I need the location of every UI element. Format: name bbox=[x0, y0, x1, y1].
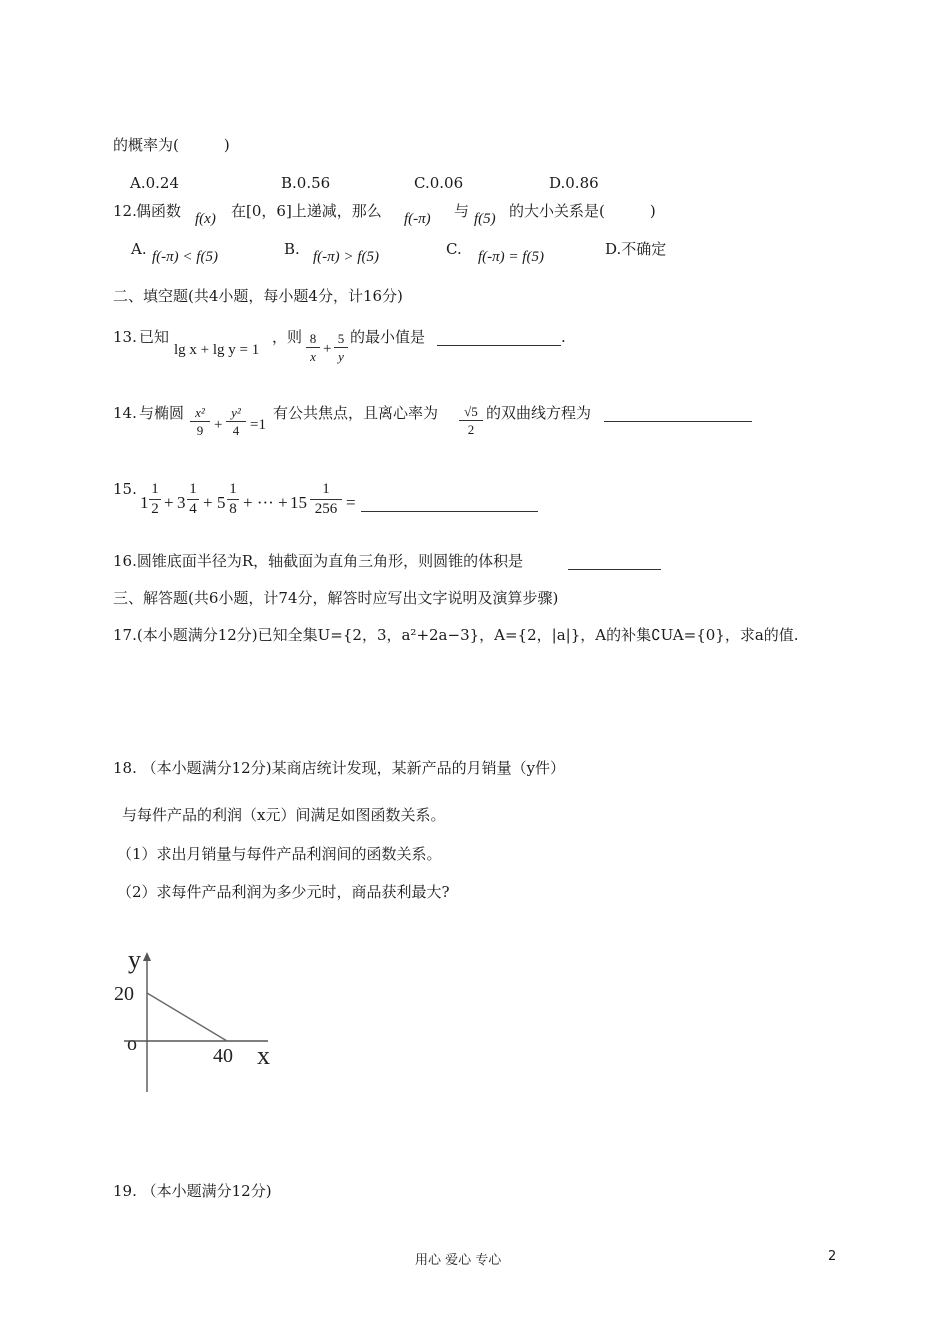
q18-part-2: （2）求每件产品利润为多少元时，商品获利最大? bbox=[117, 883, 450, 901]
q15-t3-denominator: 8 bbox=[229, 501, 237, 517]
origin-label: o bbox=[127, 1033, 137, 1055]
q14-ec-numerator: √5 bbox=[464, 404, 478, 419]
q13-answer-blank bbox=[437, 344, 561, 346]
q13-fraction-2 bbox=[334, 331, 348, 364]
q18-part-1: （1）求出月销量与每件产品利润间的函数关系。 bbox=[117, 845, 442, 863]
q12-option-a-label: A. bbox=[131, 240, 147, 258]
q13-f2-numerator: 5 bbox=[337, 331, 345, 346]
q15-equals: = bbox=[346, 493, 356, 512]
q11-option-b: B.0.56 bbox=[281, 174, 331, 192]
q16-answer-blank bbox=[568, 568, 661, 570]
function-line bbox=[147, 993, 227, 1041]
q13-text-1: 已知 bbox=[139, 328, 170, 346]
q14-ellipse-term-2 bbox=[226, 405, 246, 438]
q12-text-3: 与 bbox=[454, 202, 470, 220]
q15-plus-1: + bbox=[164, 493, 174, 512]
q13-condition: lg x + lg y = 1 bbox=[174, 342, 260, 358]
q11-option-c: C.0.06 bbox=[414, 174, 464, 192]
q14-text-2: 有公共焦点，且离心率为 bbox=[273, 404, 439, 422]
q15-t1-denominator: 2 bbox=[151, 501, 159, 517]
q12-option-a: f(-π) < f(5) bbox=[152, 249, 218, 265]
y-axis-arrow-icon bbox=[143, 952, 151, 961]
x-axis-label: x bbox=[257, 1041, 270, 1070]
q15-t2-numerator: 1 bbox=[189, 481, 197, 497]
q13-f1-denominator: x bbox=[310, 349, 316, 364]
q15-term-2-fraction bbox=[187, 481, 199, 518]
y-intercept-label: 20 bbox=[114, 983, 134, 1005]
q14-e2-denominator: 4 bbox=[232, 423, 240, 438]
page-number: 2 bbox=[828, 1249, 837, 1264]
q18-graph bbox=[110, 940, 290, 1100]
q12-option-c-label: C. bbox=[446, 240, 462, 258]
q14-e2-numerator: y² bbox=[231, 405, 241, 420]
q14-text-1: 与椭圆 bbox=[139, 404, 185, 422]
q14-e1-denominator: 9 bbox=[196, 423, 204, 438]
q15-answer-blank bbox=[361, 510, 538, 512]
q18-line-2: 与每件产品的利润（x元）间满足如图函数关系。 bbox=[122, 806, 446, 824]
q12-text-2: 在[0，6]上递减，那么 bbox=[231, 202, 382, 220]
footer-text: 用心 爱心 专心 bbox=[415, 1253, 502, 1268]
q13-text-2: ，则 bbox=[272, 328, 303, 346]
q12-text-4: 的大小关系是( ) bbox=[509, 202, 656, 220]
q14-equals-one: =1 bbox=[250, 417, 266, 433]
q15-term-3-whole: 5 bbox=[217, 493, 226, 512]
q12-f-neg-pi: f(-π) bbox=[404, 211, 431, 227]
q14-answer-blank bbox=[604, 420, 752, 422]
section-3-heading: 三、解答题(共6小题，计74分，解答时应写出文字说明及演算步骤) bbox=[113, 589, 559, 607]
q15-t1-numerator: 1 bbox=[151, 481, 159, 497]
q13-number: 13. bbox=[113, 328, 137, 346]
x-intercept-label: 40 bbox=[213, 1045, 233, 1067]
q11-text: 的概率为( ) bbox=[113, 136, 230, 154]
q13-end: . bbox=[561, 328, 566, 346]
q19-text: 19. （本小题满分12分) bbox=[113, 1182, 272, 1200]
q18-line-1: 18. （本小题满分12分)某商店统计发现，某新产品的月销量（y件） bbox=[113, 759, 566, 777]
q14-e1-numerator: x² bbox=[195, 405, 205, 420]
q12-option-c: f(-π) = f(5) bbox=[478, 249, 544, 265]
q15-number: 15. bbox=[113, 480, 137, 498]
q13-f1-numerator: 8 bbox=[309, 331, 317, 346]
q15-t3-numerator: 1 bbox=[229, 481, 237, 497]
q12-text-1: 偶函数 bbox=[136, 202, 182, 220]
q12-option-b-label: B. bbox=[284, 240, 300, 258]
q13-fraction-1 bbox=[306, 331, 320, 364]
q15-t4-denominator: 256 bbox=[314, 501, 338, 517]
q15-plus-2: + bbox=[203, 493, 213, 512]
q15-term-2-whole: 3 bbox=[177, 493, 186, 512]
q15-term-3-fraction bbox=[227, 481, 239, 518]
q12-number: 12. bbox=[113, 202, 137, 220]
y-axis-label: y bbox=[128, 945, 141, 974]
q11-option-d: D.0.86 bbox=[549, 174, 599, 192]
q12-f5: f(5) bbox=[474, 211, 496, 227]
q13-text-3: 的最小值是 bbox=[350, 328, 426, 346]
q15-term-1-fraction bbox=[149, 481, 161, 518]
q14-plus: + bbox=[214, 417, 223, 433]
q12-fx: f(x) bbox=[195, 211, 216, 227]
q16-text: 16.圆锥底面半径为R，轴截面为直角三角形，则圆锥的体积是 bbox=[113, 552, 524, 570]
q11-option-a: A.0.24 bbox=[130, 174, 179, 192]
q15-term-1-whole: 1 bbox=[140, 493, 149, 512]
q15-t2-denominator: 4 bbox=[189, 501, 197, 517]
q14-ec-denominator: 2 bbox=[467, 422, 475, 437]
q13-plus: + bbox=[323, 341, 332, 357]
q15-ellipsis: + ··· + bbox=[243, 493, 288, 512]
q12-option-d: D.不确定 bbox=[605, 240, 667, 258]
q17-text: 17.(本小题满分12分)已知全集U={2，3，a²+2a−3}，A={2，|a|}，A的补集∁UA={0}，求a的值. bbox=[113, 626, 799, 644]
q15-term-4-whole: 15 bbox=[290, 493, 307, 512]
q14-number: 14. bbox=[113, 404, 137, 422]
q14-text-3: 的双曲线方程为 bbox=[486, 404, 592, 422]
q14-ellipse-term-1 bbox=[190, 405, 210, 438]
q15-term-4-fraction bbox=[310, 481, 342, 518]
q13-f2-denominator: y bbox=[338, 349, 344, 364]
q15-t4-numerator: 1 bbox=[322, 481, 330, 497]
q14-eccentricity bbox=[459, 404, 483, 437]
q12-option-b: f(-π) > f(5) bbox=[313, 249, 379, 265]
section-2-heading: 二、填空题(共4小题，每小题4分，计16分) bbox=[113, 287, 403, 305]
